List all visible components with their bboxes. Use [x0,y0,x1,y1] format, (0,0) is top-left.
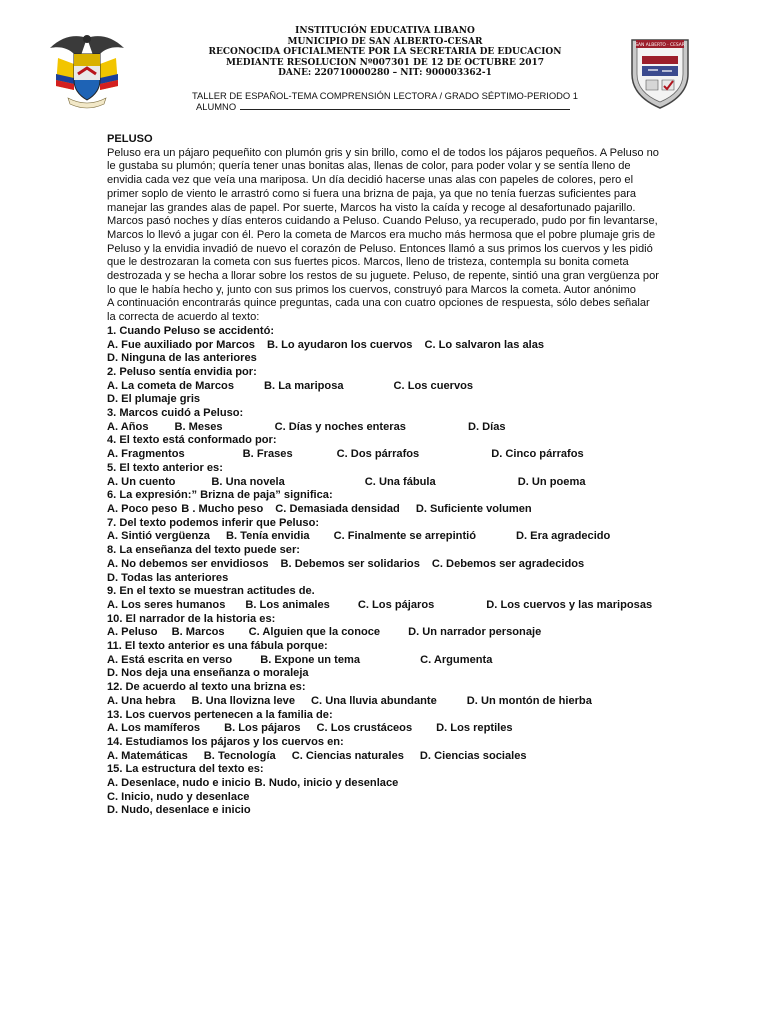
question-item [107,763,659,818]
question-text: 2. Peluso sentía envidia por: [107,365,257,378]
answer-option[interactable]: A. Los seres humanos [107,598,226,611]
answer-option[interactable]: B. Meses [174,420,223,433]
answer-options [107,777,659,818]
question-text: 10. El narrador de la historia es: [107,612,276,625]
answer-options [107,750,659,764]
answer-option[interactable]: B. Marcos [171,626,225,639]
question-item [107,489,659,516]
question-text: 6. La expresión:” Brizna de paja” significa: [107,489,333,502]
school-shield-icon [628,34,692,110]
answer-option[interactable]: D. Los reptiles [436,722,513,735]
question-text: 4. El texto está conformado por: [107,434,277,447]
answer-options [107,476,659,490]
answer-options [107,654,659,681]
question-item [107,544,659,585]
answer-option[interactable]: B. Frases [242,448,293,461]
answer-option[interactable]: C. Una lluvia abundante [311,694,437,707]
questions-list [107,325,659,818]
answer-option[interactable]: B. Una novela [211,475,285,488]
answer-option[interactable]: C. Demasiada densidad [275,502,400,515]
answer-option[interactable]: D. Nos deja una enseñanza o moraleja [107,667,309,680]
answer-option[interactable]: B. Los pájaros [224,722,301,735]
question-text: 13. Los cuervos pertenecen a la familia de: [107,708,333,721]
story-title: PELUSO [107,133,153,145]
answer-options [107,599,659,613]
document-header [0,26,768,118]
answer-option[interactable]: A. Una hebra [107,694,176,707]
svg-text:SAN ALBERTO · CESAR: SAN ALBERTO · CESAR [635,43,685,48]
student-label: ALUMNO [196,101,237,112]
answer-option[interactable]: B. Lo ayudaron los cuervos [266,338,413,351]
answer-option[interactable]: D. Era agradecido [516,530,611,543]
resolution-line: MEDIANTE RESOLUCION Nº007301 DE 12 DE OCTUBRE 2017 [225,57,545,68]
answer-option[interactable]: D. Un narrador personaje [408,626,542,639]
institution-name: INSTITUCIÓN EDUCATIVA LIBANO [295,26,475,36]
question-item [107,366,659,407]
answer-options [107,530,659,544]
answer-option[interactable]: C. Los crustáceos [316,722,413,735]
answer-option[interactable]: D. Días [467,420,506,433]
answer-options [107,339,659,366]
answer-option[interactable]: D. Ciencias sociales [419,749,527,762]
answer-option[interactable]: B. Los animales [245,598,330,611]
answer-option[interactable]: D. Los cuervos y las mariposas [486,598,653,611]
answer-options [107,558,659,585]
answer-option[interactable]: C. Los pájaros [357,598,435,611]
answer-option[interactable]: A. Está escrita en verso [107,653,233,666]
dane-nit-line: DANE: 220710000280 – NIT: 900003362-1 [278,68,492,79]
answer-options [107,448,659,462]
answer-option[interactable]: B. Nudo, inicio y desenlace [254,777,399,790]
answer-options [107,626,659,640]
answer-option[interactable]: B. Expone un tema [260,653,361,666]
institution-heading [150,26,620,79]
answer-option[interactable]: A. Años [107,420,149,433]
question-text: 5. El texto anterior es: [107,461,223,474]
answer-options [107,695,659,709]
answer-option[interactable]: A. Poco peso [107,502,178,515]
question-item [107,736,659,763]
answer-option[interactable]: A. Los mamíferos [107,722,201,735]
answer-option[interactable]: C. Finalmente se arrepintió [333,530,476,543]
answer-option[interactable]: D. Ninguna de las anteriores [107,352,257,365]
answer-option[interactable]: C. Argumenta [420,653,493,666]
answer-option[interactable]: D. Cinco párrafos [491,448,584,461]
answer-options [107,722,659,736]
answer-option[interactable]: D. Todas las anteriores [107,571,229,584]
question-text: 14. Estudiamos los pájaros y los cuervos en: [107,735,344,748]
answer-option[interactable]: C. Ciencias naturales [291,749,404,762]
answer-option[interactable]: B. Tenía envidia [225,530,310,543]
answer-option[interactable]: A. Matemáticas [107,749,188,762]
answer-option[interactable]: D. Un montón de hierba [466,694,592,707]
answer-option[interactable]: B. Debemos ser solidarios [280,557,420,570]
student-name-blank[interactable] [240,101,570,110]
question-item [107,681,659,708]
question-item [107,585,659,612]
answer-option[interactable]: C. Los cuervos [393,379,474,392]
question-text: 12. De acuerdo al texto una brizna es: [107,681,306,694]
question-text: 1. Cuando Peluso se accidentó: [107,324,275,337]
answer-option[interactable]: A. Fue auxiliado por Marcos [107,338,255,351]
question-item [107,462,659,489]
answer-options [107,380,659,407]
question-text: 8. La enseñanza del texto puede ser: [107,544,300,557]
workshop-subtitle: TALLER DE ESPAÑOL-TEMA COMPRENSIÓN LECTORA / GRADO SÉPTIMO-PERIODO 1 [192,90,579,101]
question-item [107,407,659,434]
answer-options [107,421,659,435]
answer-option[interactable]: B . Mucho peso [181,502,264,515]
answer-option[interactable]: A. Fragmentos [107,448,185,461]
document-body [107,133,659,818]
answer-option[interactable]: A. Sintió vergüenza [107,530,210,543]
question-item [107,325,659,366]
answer-option[interactable]: B. La mariposa [264,379,344,392]
answer-option[interactable]: C. Inicio, nudo y desenlace [107,790,250,803]
question-text: 11. El texto anterior es una fábula porque: [107,640,328,653]
question-item [107,517,659,544]
answer-option[interactable]: A. Un cuento [107,475,176,488]
answer-option[interactable]: A. La cometa de Marcos [107,379,235,392]
municipality-line: MUNICIPIO DE SAN ALBERTO-CESAR [287,36,483,47]
question-text: 15. La estructura del texto es: [107,763,264,776]
answer-option[interactable]: D. El plumaje gris [107,393,201,406]
student-name-field[interactable] [196,101,570,112]
answer-option[interactable]: C. Alguien que la conoce [248,626,381,639]
answer-option[interactable]: D. Suficiente volumen [415,502,532,515]
answer-option[interactable]: D. Un poema [517,475,586,488]
recognition-line: RECONOCIDA OFICIALMENTE POR LA SECRETARIA DE EDUCACION [208,47,562,58]
answer-option[interactable]: B. Una llovizna leve [191,694,296,707]
answer-option[interactable]: C. Una fábula [364,475,436,488]
question-item [107,434,659,461]
question-item [107,640,659,681]
story-text: Peluso era un pájaro pequeñito con plumón gris y sin brillo, como el de todos los pájaros pequeños. A Peluso no le gustaba su plumón; quería tener unas bonitas alas, llenas de color, para poder volar y se sentía lleno de envidia cada vez que veía una mariposa. Un día decidió hacerse unas alas con papeles de colores, pero el primer soplo de viento le arrastró como si fuera una brizna de paja, ya que no tenía fuerzas suficientes para manejar las grandes alas de papel. Por suerte, Marcos ha visto la caída y recoge al desafortunado pajarillo. Marcos pasó noches y días enteros cuidando a Peluso. Cuando Peluso, ya recuperado, pudo por fin levantarse, Marcos lo llevó a jugar con él. Pero la cometa de Marcos era mucho más hermosa que el pobre plumaje gris de Peluso y la envidia invadió de nuevo el corazón de Peluso. Entonces llamó a sus primos los cuervos y les pidió que le destrozaran la cometa con sus fuertes picos. Marcos, lleno de tristeza, contempla su bonita cometa destrozada y se hecha a llorar sobre los restos de su juguete. Peluso, de repente, sintió una gran vergüenza por lo que le había hecho y, junto con sus primos los cuervos, construyó para Marcos la cometa. Autor anónimo [107,146,659,296]
question-text: 7. Del texto podemos inferir que Peluso: [107,516,320,529]
answer-option[interactable]: C. Días y noches enteras [274,420,406,433]
answer-option[interactable]: D. Nudo, desenlace e inicio [107,804,251,817]
answer-option[interactable]: C. Debemos ser agradecidos [431,557,585,570]
colombia-coat-of-arms-icon [46,28,128,110]
answer-option[interactable]: A. No debemos ser envidiosos [107,557,269,570]
answer-option[interactable]: C. Dos párrafos [336,448,420,461]
answer-option[interactable]: C. Lo salvaron las alas [424,338,545,351]
question-text: 9. En el texto se muestran actitudes de. [107,585,315,598]
instructions-text: A continuación encontrarás quince preguntas, cada una con cuatro opciones de respuesta, sólo debes señalar la correcta de acuerdo al texto: [107,297,650,324]
answer-option[interactable]: A. Desenlace, nudo e inicio [107,777,251,790]
question-item [107,709,659,736]
answer-options [107,503,659,517]
answer-option[interactable]: A. Peluso [107,626,158,639]
answer-option[interactable]: B. Tecnología [203,749,276,762]
question-text: 3. Marcos cuidó a Peluso: [107,407,244,420]
question-item [107,613,659,640]
